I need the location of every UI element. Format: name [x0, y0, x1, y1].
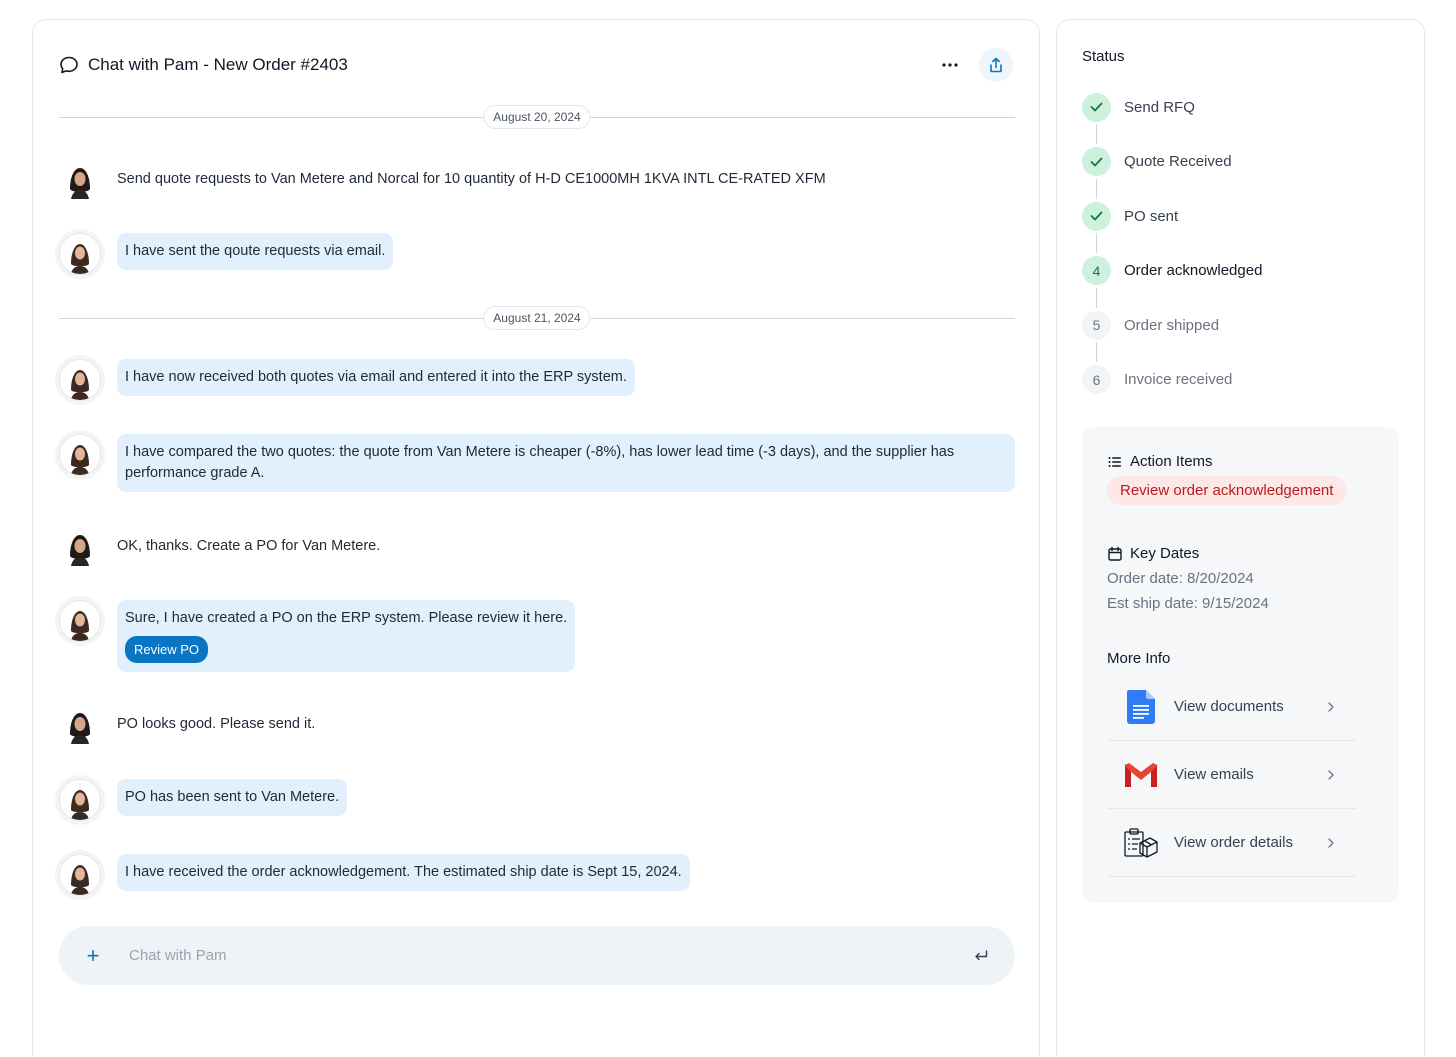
more-info-heading	[1107, 650, 1170, 667]
step-label: Quote Received	[1124, 153, 1232, 170]
message-assistant	[59, 434, 1015, 492]
chat-input[interactable]	[129, 936, 969, 976]
list-icon	[1107, 454, 1123, 470]
date-label: August 20, 2024	[483, 105, 590, 129]
send-button[interactable]	[969, 944, 993, 968]
ship-date: Est ship date: 9/15/2024	[1107, 595, 1269, 612]
share-button[interactable]	[979, 48, 1013, 82]
header-actions	[935, 48, 1013, 82]
date-separator	[59, 105, 1015, 129]
link-label: View emails	[1174, 766, 1254, 783]
date-label: August 21, 2024	[483, 306, 590, 330]
message-user	[59, 159, 826, 201]
step-po-sent	[1082, 201, 1262, 231]
message-bubble: I have now received both quotes via email and entered it into the ERP system.	[117, 359, 635, 396]
step-order-acknowledged	[1082, 256, 1262, 286]
chat-header	[59, 48, 1013, 82]
step-number: 6	[1082, 365, 1111, 394]
message-assistant	[59, 600, 575, 672]
message-bubble: I have compared the two quotes: the quote from Van Metere is cheaper (-8%), has lower lead time (-3 days), and the supplier has performance grade A.	[117, 434, 1015, 492]
chat-title: Chat with Pam - New Order #2403	[88, 55, 348, 74]
add-attachment-button[interactable]: +	[86, 942, 100, 968]
message-assistant	[59, 779, 347, 821]
message-text: OK, thanks. Create a PO for Van Metere.	[117, 538, 381, 554]
link-label: View order details	[1174, 834, 1293, 851]
step-quote-received	[1082, 147, 1262, 177]
check-icon	[1082, 93, 1111, 122]
message-bubble: I have received the order acknowledgement. The estimated ship date is Sept 15, 2024.	[117, 854, 690, 891]
more-options-button[interactable]	[935, 50, 965, 80]
user-avatar	[59, 704, 101, 746]
chevron-right-icon	[1325, 769, 1337, 781]
chat-panel	[32, 19, 1040, 1057]
view-emails-link[interactable]	[1107, 741, 1357, 809]
message-assistant	[59, 233, 393, 275]
user-avatar	[59, 159, 101, 201]
section-title: More Info	[1107, 650, 1171, 667]
message-text: PO looks good. Please send it.	[117, 716, 316, 732]
chevron-right-icon	[1325, 837, 1337, 849]
info-card	[1082, 427, 1399, 903]
chevron-right-icon	[1325, 701, 1337, 713]
message-bubble: I have sent the qoute requests via email.	[117, 233, 393, 270]
check-icon	[1082, 147, 1111, 176]
review-po-button[interactable]: Review PO	[125, 636, 208, 663]
step-label: Send RFQ	[1124, 98, 1195, 116]
step-number: 5	[1082, 311, 1111, 340]
check-icon	[1082, 202, 1111, 231]
status-heading: Status	[1082, 48, 1125, 65]
section-title: Key Dates	[1130, 545, 1200, 562]
order-details-icon	[1123, 825, 1159, 861]
view-documents-link[interactable]	[1107, 673, 1357, 741]
status-panel	[1056, 19, 1425, 1057]
chat-input-bar	[59, 926, 1015, 985]
status-steps	[1082, 92, 1262, 419]
message-assistant	[59, 359, 635, 401]
step-label: Invoice received	[1124, 371, 1233, 388]
step-invoice-received	[1082, 365, 1262, 395]
section-title: Action Items	[1130, 453, 1213, 470]
message-bubble	[117, 600, 575, 672]
link-label: View documents	[1174, 698, 1284, 715]
message-text: Sure, I have created a PO on the ERP system. Please review it here.	[125, 610, 568, 626]
message-user	[59, 526, 380, 568]
pam-avatar	[59, 600, 101, 642]
pam-avatar	[59, 233, 101, 275]
step-order-shipped	[1082, 310, 1262, 340]
message-text: Send quote requests to Van Metere and Norcal for 10 quantity of H-D CE1000MH 1KVA INTL CE-RATED XFM	[117, 171, 826, 187]
key-dates-heading	[1107, 545, 1199, 562]
pam-avatar	[59, 434, 101, 476]
pam-avatar	[59, 359, 101, 401]
step-send-rfq	[1082, 92, 1262, 122]
message-assistant	[59, 854, 690, 896]
google-docs-icon	[1123, 689, 1159, 725]
action-item-review[interactable]: Review order acknowledgement	[1107, 476, 1346, 505]
order-date: Order date: 8/20/2024	[1107, 570, 1254, 587]
step-label: Order acknowledged	[1124, 262, 1263, 279]
enter-icon	[974, 950, 988, 962]
message-user	[59, 704, 315, 746]
step-label: Order shipped	[1124, 316, 1220, 334]
gmail-icon	[1123, 757, 1159, 793]
chat-bubble-icon	[59, 55, 79, 75]
action-items-heading	[1107, 453, 1213, 470]
view-order-details-link[interactable]	[1107, 809, 1357, 877]
pam-avatar	[59, 779, 101, 821]
step-number: 4	[1082, 256, 1111, 285]
pam-avatar	[59, 854, 101, 896]
message-bubble: PO has been sent to Van Metere.	[117, 779, 347, 816]
date-separator	[59, 306, 1015, 330]
more-dots-icon	[942, 63, 958, 67]
user-avatar	[59, 526, 101, 568]
step-label: PO sent	[1124, 207, 1179, 225]
calendar-icon	[1107, 546, 1123, 562]
share-icon	[988, 57, 1004, 74]
